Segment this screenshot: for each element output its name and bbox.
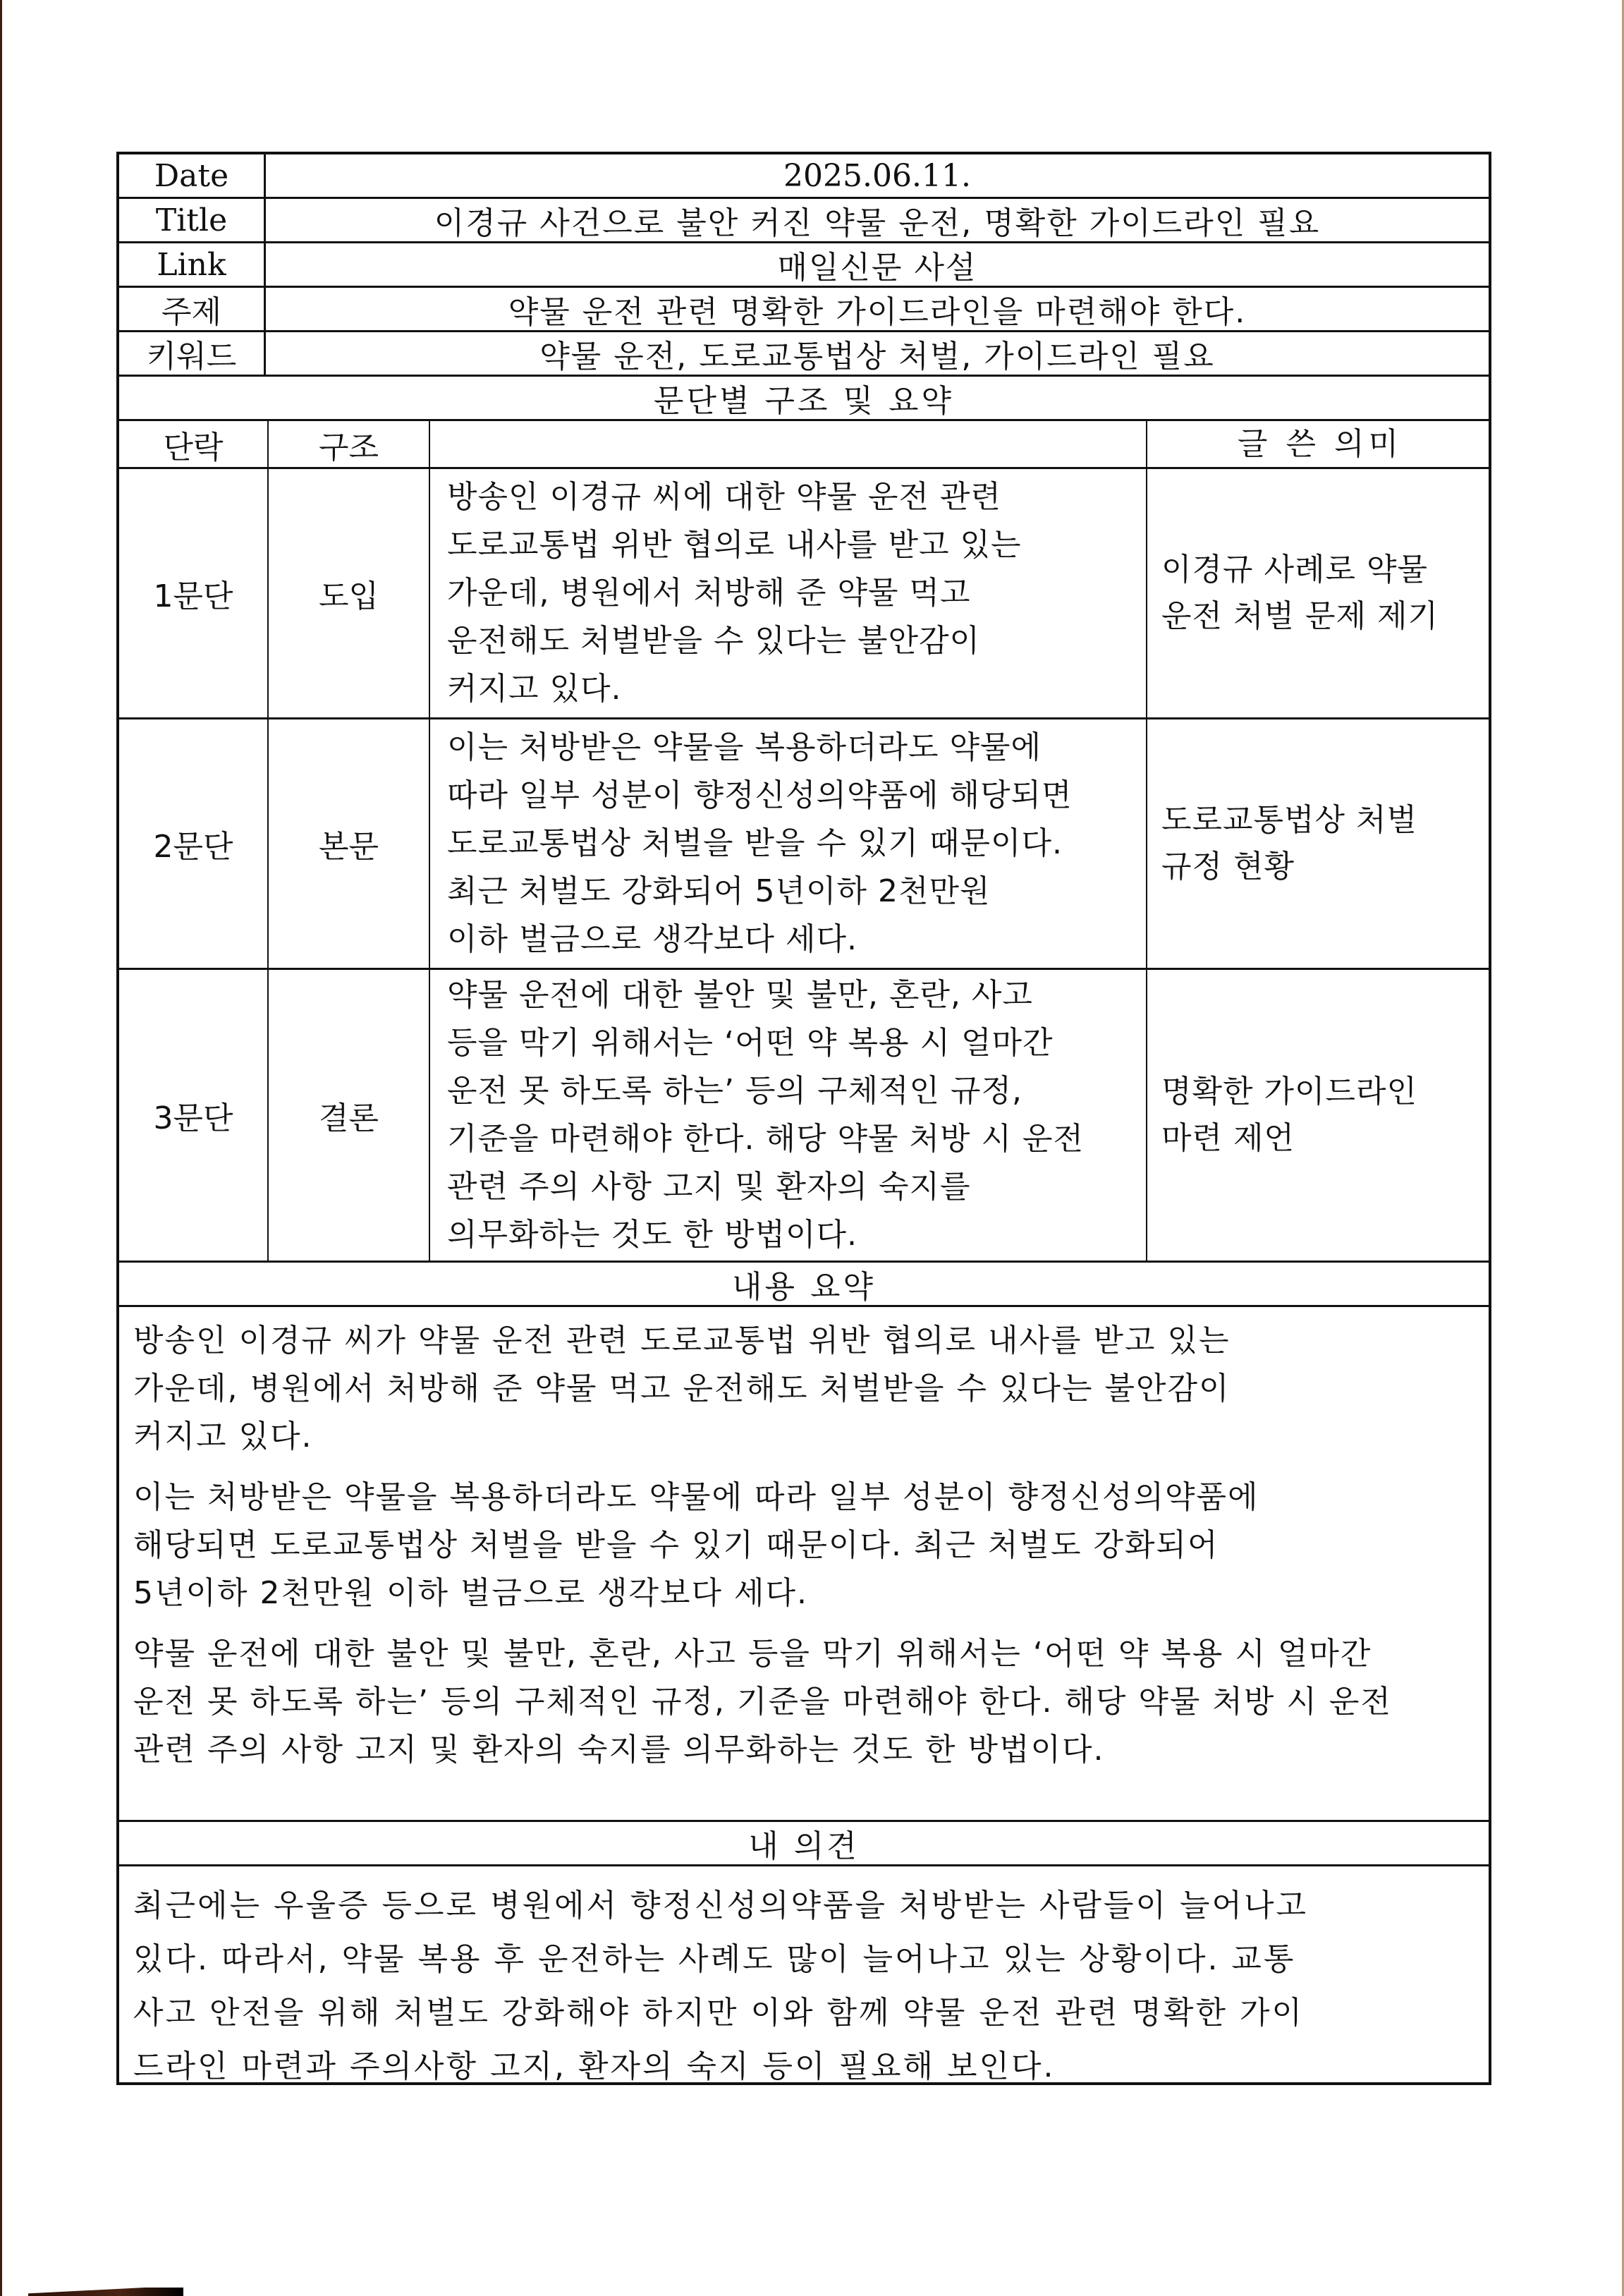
opinion-text-line: 사고 안전을 위해 처벌도 강화해야 하지만 이와 함께 약물 운전 관련 명확한 가이 [133, 1995, 1304, 2031]
summary-paragraph [133, 1474, 1475, 1617]
structure-section-header-row [119, 377, 1489, 421]
structure-row [119, 970, 1489, 1263]
structure-type: 본문 [269, 719, 430, 968]
topic-value: 약물 운전 관련 명확한 가이드라인을 마련해야 한다. [508, 294, 1247, 330]
structure-type: 도입 [269, 469, 430, 717]
structure-section-title: 문단별 구조 및 요약 [654, 383, 954, 419]
meaning-line: 이경규 사례로 약물 [1161, 552, 1429, 588]
summary-text-line: 가운데, 병원에서 처방해 준 약물 먹고 운전해도 처벌받을 수 있다는 불안감이 [133, 1371, 1231, 1407]
summary-section-title: 내용 요약 [731, 1269, 876, 1305]
summary-line: 이는 처방받은 약물을 복용하더라도 약물에 [447, 729, 1042, 765]
paragraph-summary [430, 970, 1147, 1261]
summary-line: 의무화하는 것도 한 방법이다. [447, 1217, 857, 1253]
keywords-value: 약물 운전, 도로교통법상 처벌, 가이드라인 필요 [539, 339, 1215, 375]
paragraph-summary [430, 469, 1147, 717]
summary-text-line: 이는 처방받은 약물을 복용하더라도 약물에 따라 일부 성분이 향정신성의약품에 [133, 1479, 1259, 1515]
paragraph-number: 2문단 [119, 719, 269, 968]
summary-section-header-row [119, 1263, 1489, 1307]
structure-row [119, 719, 1489, 970]
editorial-analysis-worksheet [116, 152, 1491, 2085]
column-header-content [430, 421, 1147, 467]
opinion-body [119, 1866, 1489, 2082]
summary-line: 약물 운전에 대한 불안 및 불만, 혼란, 사고 [447, 977, 1033, 1013]
summary-line: 가운데, 병원에서 처방해 준 약물 먹고 [447, 575, 971, 611]
topic-row [119, 288, 1489, 332]
summary-line: 등을 막기 위해서는 ‘어떤 약 복용 시 얼마간 [447, 1025, 1054, 1061]
keywords-label: 키워드 [119, 332, 266, 375]
date-label: Date [119, 154, 266, 197]
structure-column-header-row [119, 421, 1489, 469]
summary-line: 커지고 있다. [447, 671, 622, 707]
paragraph-number: 1문단 [119, 469, 269, 717]
meaning-line: 규정 현황 [1161, 849, 1295, 885]
summary-text-line: 운전 못 하도록 하는’ 등의 구체적인 규정, 기준을 마련해야 한다. 해당 약물 처방 시 운전 [133, 1684, 1392, 1720]
link-row [119, 243, 1489, 288]
structure-type: 결론 [269, 970, 430, 1261]
opinion-text-line: 최근에는 우울증 등으로 병원에서 향정신성의약품을 처방받는 사람들이 늘어나고 [133, 1888, 1309, 1924]
summary-line: 기준을 마련해야 한다. 해당 약물 처방 시 운전 [447, 1121, 1084, 1157]
summary-line: 이하 벌금으로 생각보다 세다. [447, 921, 857, 957]
summary-text-line: 해당되면 도로교통법상 처벌을 받을 수 있기 때문이다. 최근 처벌도 강화되어 [133, 1527, 1219, 1563]
summary-paragraph [133, 1317, 1475, 1461]
topic-label: 주제 [119, 288, 266, 330]
summary-line: 도로교통법상 처벌을 받을 수 있기 때문이다. [447, 825, 1063, 861]
paragraph-meaning [1147, 719, 1489, 968]
meaning-line: 운전 처벌 문제 제기 [1161, 598, 1439, 634]
summary-paragraph [133, 1630, 1475, 1774]
date-value: 2025.06.11. [783, 157, 971, 194]
date-row [119, 154, 1489, 199]
opinion-text-line: 있다. 따라서, 약물 복용 후 운전하는 사례도 많이 늘어나고 있는 상황이다. 교통 [133, 1941, 1296, 1977]
paragraph-number: 3문단 [119, 970, 269, 1261]
summary-text-line: 5년이하 2천만원 이하 벌금으로 생각보다 세다. [133, 1575, 808, 1611]
summary-text-line: 방송인 이경규 씨가 약물 운전 관련 도로교통법 위반 협의로 내사를 받고 있는 [133, 1323, 1231, 1359]
paragraph-meaning [1147, 970, 1489, 1261]
meaning-line: 마련 제언 [1161, 1120, 1295, 1156]
opinion-text-line: 드라인 마련과 주의사항 고지, 환자의 숙지 등이 필요해 보인다. [133, 2048, 1056, 2084]
column-header-structure: 구조 [269, 421, 430, 467]
paragraph-meaning [1147, 469, 1489, 717]
title-row [119, 199, 1489, 243]
summary-text-line: 관련 주의 사항 고지 및 환자의 숙지를 의무화하는 것도 한 방법이다. [133, 1732, 1105, 1768]
summary-body-row [119, 1307, 1489, 1822]
opinion-section-title: 내 의견 [748, 1828, 860, 1864]
structure-row [119, 469, 1489, 719]
summary-line: 최근 처벌도 강화되어 5년이하 2천만원 [447, 873, 991, 909]
paragraph-summary [430, 719, 1147, 968]
meaning-line: 도로교통법상 처벌 [1161, 802, 1418, 838]
summary-line: 운전 못 하도록 하는’ 등의 구체적인 규정, [447, 1073, 1022, 1109]
title-value: 이경규 사건으로 불안 커진 약물 운전, 명확한 가이드라인 필요 [434, 205, 1321, 241]
opinion-body-row [119, 1866, 1489, 2082]
summary-text-line: 커지고 있다. [133, 1419, 313, 1454]
column-header-meaning: 글 쓴 의미 [1238, 425, 1403, 462]
column-header-paragraph: 단락 [119, 421, 269, 467]
summary-line: 도로교통법 위반 협의로 내사를 받고 있는 [447, 527, 1022, 563]
link-label: Link [119, 243, 266, 286]
photo-background-shadow [28, 2288, 183, 2296]
summary-line: 운전해도 처벌받을 수 있다는 불안감이 [447, 623, 981, 659]
summary-text-line: 약물 운전에 대한 불안 및 불만, 혼란, 사고 등을 막기 위해서는 ‘어떤 약 복용 시 얼마간 [133, 1636, 1372, 1672]
keywords-row [119, 332, 1489, 377]
summary-body [119, 1307, 1489, 1820]
summary-line: 따라 일부 성분이 향정신성의약품에 해당되면 [447, 777, 1073, 813]
summary-line: 관련 주의 사항 고지 및 환자의 숙지를 [447, 1169, 971, 1205]
title-label: Title [119, 199, 266, 241]
photo-edge-left [0, 0, 2, 2296]
link-value: 매일신문 사설 [777, 250, 977, 286]
summary-line: 방송인 이경규 씨에 대한 약물 운전 관련 [447, 479, 1001, 515]
meaning-line: 명확한 가이드라인 [1161, 1074, 1418, 1110]
opinion-section-header-row [119, 1822, 1489, 1866]
